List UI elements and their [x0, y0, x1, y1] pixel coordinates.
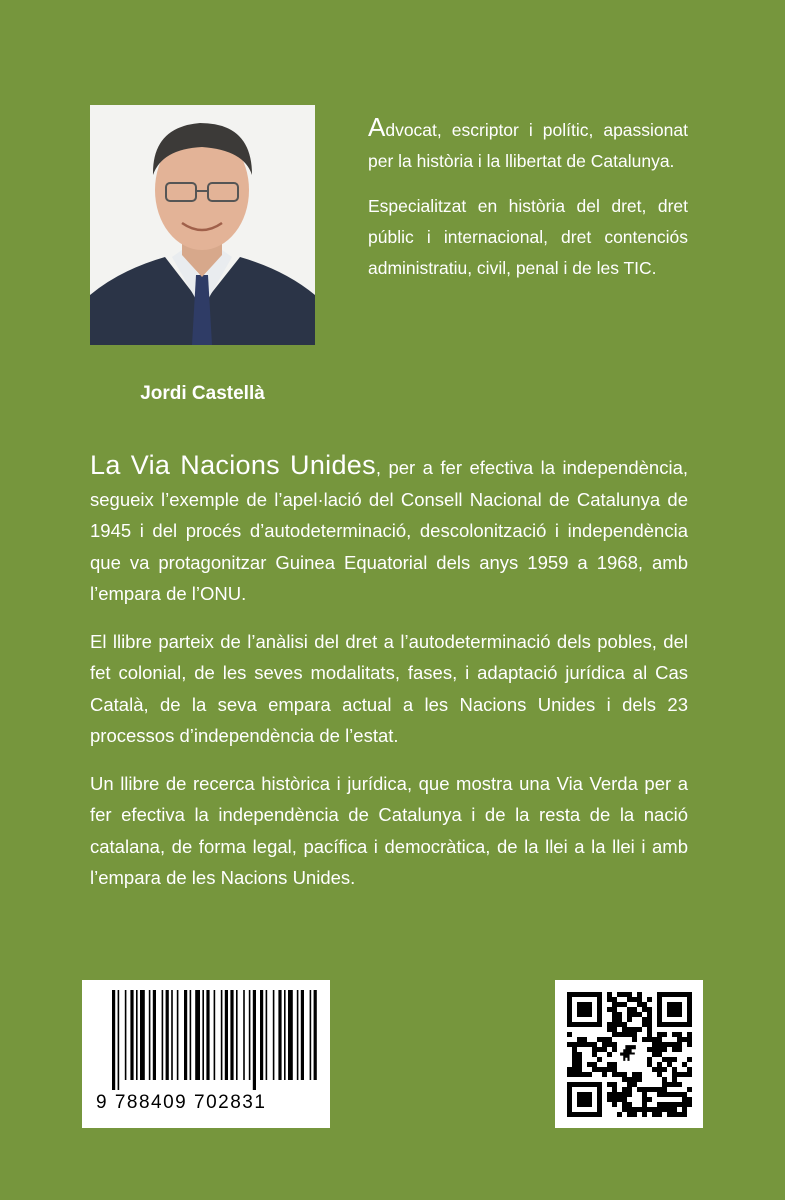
barcode-bar [273, 990, 275, 1080]
qr-module [667, 1042, 672, 1047]
isbn-number: 9 788409 702831 [96, 1092, 267, 1113]
qr-module [657, 1092, 662, 1097]
qr-module [647, 1022, 652, 1027]
qr-module [627, 992, 632, 997]
qr-module [582, 1072, 587, 1077]
qr-module [647, 1047, 652, 1052]
qr-module [612, 1017, 617, 1022]
qr-module [592, 1047, 597, 1052]
qr-module [657, 1037, 662, 1042]
qr-module [572, 1047, 577, 1052]
qr-module [657, 1112, 662, 1117]
qr-module [607, 1037, 612, 1042]
qr-module [602, 1072, 607, 1077]
qr-module [572, 1057, 577, 1062]
qr-module [637, 1087, 642, 1092]
qr-module [647, 1037, 652, 1042]
qr-module [577, 1072, 582, 1077]
barcode-bar [236, 990, 238, 1080]
qr-module [672, 1082, 677, 1087]
qr-module [597, 1067, 602, 1072]
qr-module [617, 1012, 622, 1017]
qr-module [622, 1102, 627, 1107]
qr-finder-pattern [577, 1092, 592, 1107]
barcode-bar [153, 990, 156, 1080]
bio-initial: A [368, 112, 386, 142]
qr-module [607, 992, 612, 997]
qr-module [627, 1012, 632, 1017]
qr-module [652, 1042, 657, 1047]
qr-module [672, 1032, 677, 1037]
barcode-bar [130, 990, 133, 1080]
qr-module [617, 1092, 622, 1097]
qr-module [687, 1042, 692, 1047]
qr-module [612, 1012, 617, 1017]
author-bio [368, 112, 688, 298]
qr-module [567, 1042, 572, 1047]
barcode-bar [243, 990, 245, 1080]
barcode-bar [162, 990, 164, 1080]
qr-module [657, 1052, 662, 1057]
qr-module [577, 1037, 582, 1042]
qr-module [657, 1067, 662, 1072]
qr-finder-pattern [577, 1002, 592, 1017]
qr-module [657, 1087, 662, 1092]
qr-module [662, 1057, 667, 1062]
qr-module [687, 1067, 692, 1072]
qr-module [622, 1107, 627, 1112]
qr-module [642, 1102, 647, 1107]
qr-module [597, 1057, 602, 1062]
bio-paragraph-2: Especialitzat en història del dret, dret públic i internacional, dret contenciós administratiu, civil, penal i de les TIC. [368, 196, 688, 278]
qr-module [632, 1027, 637, 1032]
qr-module [612, 1042, 617, 1047]
qr-module [642, 1022, 647, 1027]
qr-module [592, 1062, 597, 1067]
qr-module [672, 1092, 677, 1097]
qr-module [627, 1077, 632, 1082]
qr-module [632, 1107, 637, 1112]
barcode-bar [177, 990, 179, 1080]
qr-module [637, 1072, 642, 1077]
qr-module [607, 1007, 612, 1012]
qr-module [572, 1072, 577, 1077]
description-paragraph-1-text: , per a fer efectiva la independència, segueix l’exemple de l’apel·lació del Consell Nacional de Catalunya de 1945 i del procés d’autodeterminació, descolonització i independència que va protagonitzar Guinea Equatorial dels anys 1959 a 1968, amb l’empara de l’ONU. [90, 457, 688, 604]
qr-module [657, 1102, 662, 1107]
qr-module [682, 1062, 687, 1067]
qr-module [632, 1077, 637, 1082]
qr-module [657, 1107, 662, 1112]
qr-module [612, 1007, 617, 1012]
qr-module [612, 1022, 617, 1027]
qr-module [642, 1107, 647, 1112]
qr-module [647, 1107, 652, 1112]
qr-module [647, 1032, 652, 1037]
qr-module [662, 1042, 667, 1047]
qr-module [682, 1112, 687, 1117]
qr-module [647, 1017, 652, 1022]
qr-module [627, 1112, 632, 1117]
qr-module [647, 1057, 652, 1062]
qr-module [612, 1092, 617, 1097]
qr-module [622, 1072, 627, 1077]
qr-module [662, 1047, 667, 1052]
qr-module [612, 1097, 617, 1102]
qr-module [602, 1042, 607, 1047]
description-paragraph-2: El llibre parteix de l’anàlisi del dret a l’autodeterminació dels pobles, del fet colonial, de les seves modalitats, fases, i adaptació jurídica al Cas Català, de la seva empara actual a les Nacions Unides i dels 23 processos d’independència de l’estat. [90, 630, 688, 746]
qr-module [577, 1067, 582, 1072]
qr-module [672, 1077, 677, 1082]
qr-module [667, 1062, 672, 1067]
qr-module [597, 1037, 602, 1042]
qr-module [672, 1072, 677, 1077]
barcode-bar [195, 990, 200, 1080]
qr-module [617, 1002, 622, 1007]
qr-module [652, 1047, 657, 1052]
qr-module [687, 1037, 692, 1042]
qr-module [682, 1097, 687, 1102]
qr-module [667, 1112, 672, 1117]
qr-module [647, 997, 652, 1002]
barcode-bar [249, 990, 251, 1080]
qr-finder-pattern [667, 1002, 682, 1017]
barcode-bar [112, 990, 115, 1090]
qr-module [677, 1112, 682, 1117]
qr-module [577, 1057, 582, 1062]
qr-module [627, 1007, 632, 1012]
author-name: Jordi Castellà [140, 383, 265, 404]
qr-module [622, 1077, 627, 1082]
qr-module [587, 1072, 592, 1077]
qr-module [642, 1092, 647, 1097]
qr-module [622, 1022, 627, 1027]
qr-module [597, 1047, 602, 1052]
qr-module [592, 1067, 597, 1072]
qr-module [642, 1097, 647, 1102]
qr-module [607, 1042, 612, 1047]
qr-module [607, 997, 612, 1002]
qr-module [672, 1112, 677, 1117]
qr-module [572, 1062, 577, 1067]
qr-module [662, 1077, 667, 1082]
qr-module [607, 1067, 612, 1072]
qr-module [587, 1062, 592, 1067]
barcode-bar [284, 990, 286, 1080]
qr-module [602, 1047, 607, 1052]
qr-module [577, 1052, 582, 1057]
barcode-bar [230, 990, 233, 1080]
qr-module [612, 1002, 617, 1007]
qr-module [687, 1072, 692, 1077]
qr-module [677, 1072, 682, 1077]
qr-module [632, 1037, 637, 1042]
qr-module [632, 1007, 637, 1012]
qr-module [672, 1047, 677, 1052]
qr-module [577, 1042, 582, 1047]
qr-module [667, 1057, 672, 1062]
barcode-bar [166, 990, 169, 1080]
qr-module [572, 1052, 577, 1057]
qr-module [652, 1052, 657, 1057]
barcode-bar [260, 990, 263, 1080]
qr-module [607, 1027, 612, 1032]
qr-module [622, 1027, 627, 1032]
qr-module [677, 1037, 682, 1042]
qr-module [627, 1102, 632, 1107]
qr-module [687, 1097, 692, 1102]
barcode-bars [82, 980, 330, 1090]
barcode-bar [266, 990, 268, 1080]
qr-module [672, 1057, 677, 1062]
qr-module [642, 1007, 647, 1012]
barcode-bar [214, 990, 216, 1080]
qr-code-icon [555, 980, 703, 1128]
qr-code [555, 980, 703, 1128]
barcode-bar [136, 990, 138, 1080]
qr-module [622, 1092, 627, 1097]
qr-module [647, 1062, 652, 1067]
qr-module [642, 1087, 647, 1092]
qr-module [652, 1107, 657, 1112]
qr-module [637, 1002, 642, 1007]
barcode-bar [190, 990, 192, 1080]
qr-module [622, 1097, 627, 1102]
qr-module [617, 1032, 622, 1037]
qr-module [647, 1012, 652, 1017]
isbn-barcode [82, 980, 330, 1128]
qr-module [637, 992, 642, 997]
qr-module [687, 1087, 692, 1092]
qr-module [632, 1072, 637, 1077]
qr-module [672, 1067, 677, 1072]
qr-module [632, 1082, 637, 1087]
qr-module [612, 1032, 617, 1037]
qr-module [582, 1042, 587, 1047]
qr-module [612, 1087, 617, 1092]
qr-module [617, 1022, 622, 1027]
barcode-bar [184, 990, 187, 1080]
qr-module [582, 1037, 587, 1042]
qr-module [632, 997, 637, 1002]
qr-module [647, 1097, 652, 1102]
barcode-bar [202, 990, 204, 1080]
qr-module [687, 1032, 692, 1037]
qr-module [622, 1032, 627, 1037]
qr-module [667, 1082, 672, 1087]
barcode-bar [253, 990, 256, 1090]
qr-module [567, 1072, 572, 1077]
qr-module [587, 1042, 592, 1047]
qr-module [607, 1062, 612, 1067]
qr-module [662, 1082, 667, 1087]
qr-module [687, 1102, 692, 1107]
barcode-bar [221, 990, 223, 1080]
qr-module [627, 1032, 632, 1037]
qr-module [657, 1042, 662, 1047]
qr-module [677, 1032, 682, 1037]
qr-module [612, 1072, 617, 1077]
qr-module [622, 1087, 627, 1092]
qr-module [627, 1027, 632, 1032]
qr-module [627, 1087, 632, 1092]
bio-paragraph-1 [368, 112, 688, 177]
qr-module [572, 1067, 577, 1072]
book-description [90, 450, 688, 910]
qr-module [682, 1072, 687, 1077]
qr-module [567, 1067, 572, 1072]
qr-module [687, 1057, 692, 1062]
qr-module [627, 1082, 632, 1087]
qr-module [672, 1107, 677, 1112]
qr-module [677, 1082, 682, 1087]
qr-module [652, 1087, 657, 1092]
qr-module [637, 1107, 642, 1112]
barcode-bar [149, 990, 151, 1080]
qr-module [647, 1087, 652, 1092]
barcode-bar [118, 990, 120, 1090]
qr-module [627, 1092, 632, 1097]
qr-module [607, 1082, 612, 1087]
qr-module [612, 1027, 617, 1032]
qr-module [637, 1077, 642, 1082]
qr-module [682, 1037, 687, 1042]
qr-module [642, 1037, 647, 1042]
qr-module [577, 1062, 582, 1067]
qr-module [662, 1032, 667, 1037]
qr-module [677, 1092, 682, 1097]
qr-module [612, 1102, 617, 1107]
barcode-bar [140, 990, 145, 1080]
barcode-bar [314, 990, 317, 1080]
qr-module [662, 1102, 667, 1107]
qr-module [637, 1027, 642, 1032]
qr-module [627, 997, 632, 1002]
qr-module [607, 1097, 612, 1102]
qr-module [647, 1007, 652, 1012]
qr-module [637, 997, 642, 1002]
barcode-bar [225, 990, 228, 1080]
qr-module [607, 1022, 612, 1027]
qr-module [612, 997, 617, 1002]
qr-module [642, 1112, 647, 1117]
qr-module [662, 1107, 667, 1112]
qr-module [567, 1032, 572, 1037]
qr-module [657, 1032, 662, 1037]
author-photo [90, 105, 315, 345]
barcode-bar [297, 990, 299, 1080]
qr-module [602, 1037, 607, 1042]
barcode-bar [278, 990, 281, 1080]
qr-module [612, 1082, 617, 1087]
qr-module [627, 1107, 632, 1112]
qr-module [662, 1067, 667, 1072]
qr-module [657, 1062, 662, 1067]
description-paragraph-1 [90, 450, 688, 610]
barcode-bar [288, 990, 293, 1080]
qr-module [652, 1037, 657, 1042]
description-paragraph-3: Un llibre de recerca històrica i jurídica, que mostra una Via Verda per a fer efectiva la independència de Catalunya i de la resta de la nació catalana, de forma legal, pacífica i democràtica, de la llei a la llei i amb l’empara de les Nacions Unides. [90, 772, 688, 888]
qr-module [637, 1012, 642, 1017]
qr-module [667, 1102, 672, 1107]
qr-module [662, 1087, 667, 1092]
qr-module [617, 1072, 622, 1077]
qr-module [672, 1042, 677, 1047]
qr-module [627, 1017, 632, 1022]
qr-module [607, 1052, 612, 1057]
qr-module [682, 1102, 687, 1107]
book-title-phrase: La Via Nacions Unides [90, 450, 376, 480]
qr-module [667, 1092, 672, 1097]
qr-module [622, 1002, 627, 1007]
qr-module [632, 1012, 637, 1017]
qr-module [662, 1092, 667, 1097]
qr-module [677, 1042, 682, 1047]
qr-module [572, 1042, 577, 1047]
barcode-bar [310, 990, 312, 1080]
qr-module [617, 1112, 622, 1117]
qr-module [642, 1002, 647, 1007]
qr-module [682, 1107, 687, 1112]
dinosaur-icon [620, 1045, 636, 1061]
qr-module [617, 1017, 622, 1022]
barcode-bar [301, 990, 304, 1080]
bio-paragraph-1-text: dvocat, escriptor i polític, apassionat per la història i la llibertat de Catalunya. [368, 120, 688, 171]
qr-module [617, 992, 622, 997]
qr-module [657, 1072, 662, 1077]
qr-module [612, 1062, 617, 1067]
qr-module [617, 1097, 622, 1102]
qr-module [612, 1047, 617, 1052]
qr-module [672, 1102, 677, 1107]
qr-module [677, 1102, 682, 1107]
qr-module [592, 1042, 597, 1047]
qr-module [632, 1032, 637, 1037]
barcode-bar [206, 990, 209, 1080]
qr-module [647, 1027, 652, 1032]
qr-module [657, 1047, 662, 1052]
qr-module [592, 1052, 597, 1057]
qr-module [677, 1047, 682, 1052]
author-portrait-icon [90, 105, 315, 345]
qr-module [632, 1112, 637, 1117]
qr-module [607, 1092, 612, 1097]
barcode-bar [125, 990, 127, 1080]
qr-module [652, 1067, 657, 1072]
qr-module [682, 1092, 687, 1097]
barcode-bar [171, 990, 173, 1080]
qr-module [652, 1112, 657, 1117]
qr-module [667, 1107, 672, 1112]
qr-module [602, 1067, 607, 1072]
qr-module [642, 1017, 647, 1022]
qr-module [612, 1067, 617, 1072]
qr-module [622, 992, 627, 997]
